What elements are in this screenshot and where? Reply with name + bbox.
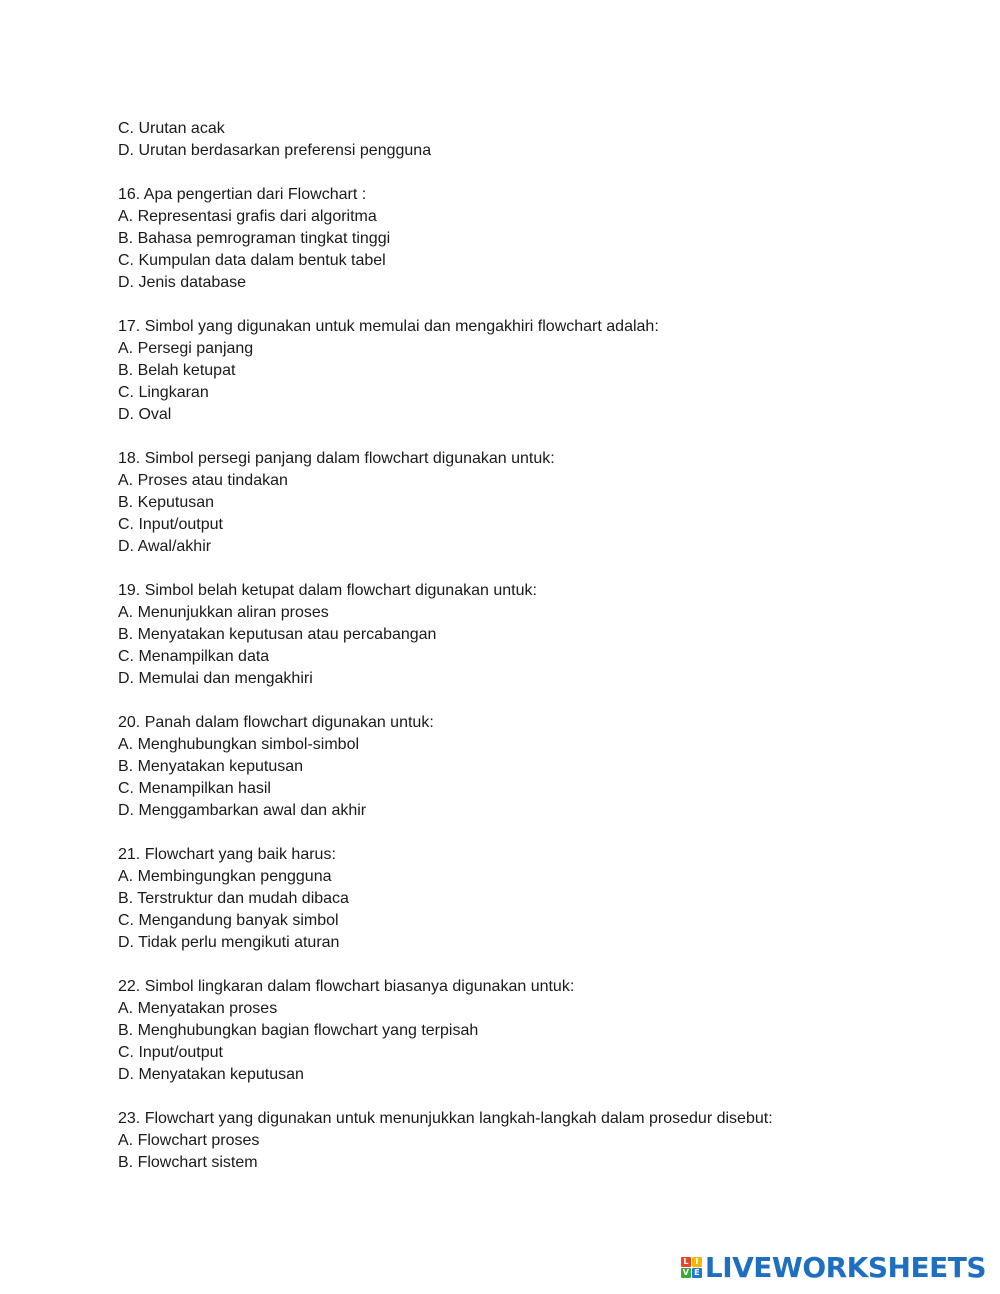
logo-block: E bbox=[692, 1268, 702, 1278]
spacer bbox=[118, 690, 938, 712]
answer-option: B. Terstruktur dan mudah dibaca bbox=[118, 890, 349, 907]
answer-option: D. Menyatakan keputusan bbox=[118, 1066, 304, 1083]
spacer bbox=[118, 162, 938, 184]
answer-option: A. Representasi grafis dari algoritma bbox=[118, 208, 377, 225]
question-text: 20. Panah dalam flowchart digunakan untuk: bbox=[118, 714, 434, 731]
spacer bbox=[118, 426, 938, 448]
answer-option: A. Flowchart proses bbox=[118, 1132, 260, 1149]
answer-option: C. Menampilkan hasil bbox=[118, 780, 271, 797]
question-text: 16. Apa pengertian dari Flowchart : bbox=[118, 186, 367, 203]
logo-block: V bbox=[682, 1268, 689, 1277]
logo-wordmark: LIVEWORKSHEETS bbox=[704, 1251, 986, 1284]
question-text: 17. Simbol yang digunakan untuk memulai dan mengakhiri flowchart adalah: bbox=[118, 318, 659, 335]
answer-option: B. Keputusan bbox=[118, 494, 215, 511]
answer-option: A. Persegi panjang bbox=[118, 340, 254, 357]
spacer bbox=[118, 558, 938, 580]
question-text: 23. Flowchart yang digunakan untuk menunjukkan langkah-langkah dalam prosedur disebut: bbox=[118, 1110, 773, 1127]
answer-option: B. Belah ketupat bbox=[118, 362, 236, 379]
answer-option: B. Menghubungkan bagian flowchart yang terpisah bbox=[118, 1022, 479, 1039]
spacer bbox=[118, 954, 938, 976]
answer-option: C. Input/output bbox=[118, 1044, 223, 1061]
answer-option: C. Kumpulan data dalam bentuk tabel bbox=[118, 252, 386, 269]
spacer bbox=[118, 822, 938, 844]
answer-option: D. Memulai dan mengakhiri bbox=[118, 670, 313, 687]
answer-option: C. Urutan acak bbox=[118, 120, 225, 137]
answer-option: A. Menunjukkan aliran proses bbox=[118, 604, 329, 621]
question-text: 19. Simbol belah ketupat dalam flowchart digunakan untuk: bbox=[118, 582, 537, 599]
question-text: 18. Simbol persegi panjang dalam flowchart digunakan untuk: bbox=[118, 450, 555, 467]
question-text: 21. Flowchart yang baik harus: bbox=[118, 846, 336, 863]
worksheet-body bbox=[118, 118, 938, 1174]
answer-option: D. Menggambarkan awal dan akhir bbox=[118, 802, 367, 819]
answer-option: D. Awal/akhir bbox=[118, 538, 212, 555]
answer-option: D. Tidak perlu mengikuti aturan bbox=[118, 934, 340, 951]
answer-option: B. Flowchart sistem bbox=[118, 1154, 258, 1171]
answer-option: D. Urutan berdasarkan preferensi pengguna bbox=[118, 142, 432, 159]
answer-option: A. Menghubungkan simbol-simbol bbox=[118, 736, 360, 753]
answer-option: A. Membingungkan pengguna bbox=[118, 868, 332, 885]
spacer bbox=[118, 1086, 938, 1108]
logo-block: L bbox=[681, 1257, 691, 1267]
answer-option: A. Menyatakan proses bbox=[118, 1000, 278, 1017]
logo-block: I bbox=[692, 1257, 702, 1267]
question-text: 22. Simbol lingkaran dalam flowchart biasanya digunakan untuk: bbox=[118, 978, 575, 995]
answer-option: B. Bahasa pemrograman tingkat tinggi bbox=[118, 230, 391, 247]
answer-option: C. Input/output bbox=[118, 516, 223, 533]
liveworksheets-logo bbox=[681, 1251, 986, 1284]
answer-option: B. Menyatakan keputusan atau percabangan bbox=[118, 626, 437, 643]
logo-blocks-icon bbox=[681, 1257, 702, 1278]
spacer bbox=[118, 294, 938, 316]
answer-option: C. Mengandung banyak simbol bbox=[118, 912, 339, 929]
answer-option: B. Menyatakan keputusan bbox=[118, 758, 304, 775]
answer-option: D. Jenis database bbox=[118, 274, 247, 291]
answer-option: C. Lingkaran bbox=[118, 384, 209, 401]
answer-option: A. Proses atau tindakan bbox=[118, 472, 288, 489]
answer-option: D. Oval bbox=[118, 406, 172, 423]
answer-option: C. Menampilkan data bbox=[118, 648, 270, 665]
